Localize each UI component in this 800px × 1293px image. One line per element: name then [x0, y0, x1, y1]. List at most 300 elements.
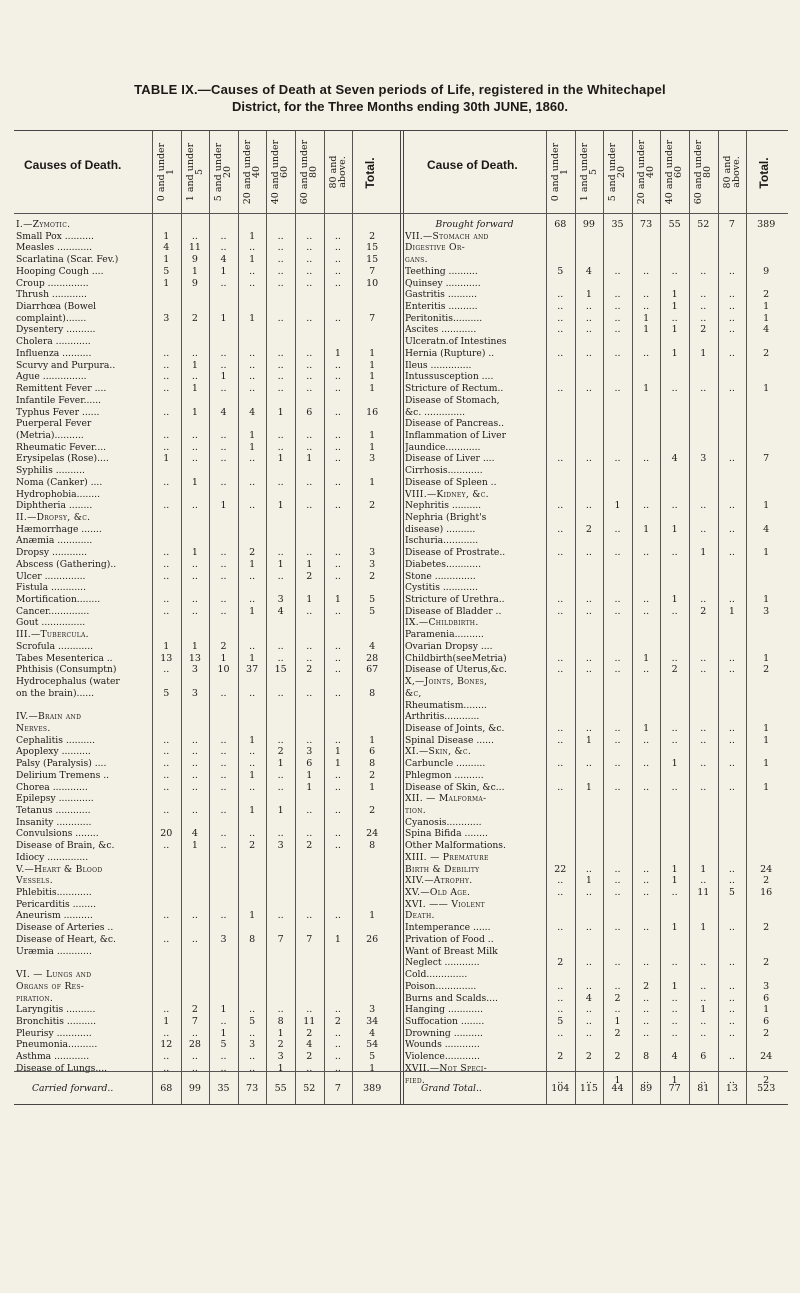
right-row-label: Teething .......... [405, 265, 478, 277]
left-row-value: .. [249, 746, 256, 758]
period-header: 5 and under 20 [607, 142, 628, 202]
left-row-value: .. [277, 230, 284, 242]
left-row-label: Palsy (Paralysis) .... [16, 758, 107, 770]
left-row-total: 5 [369, 594, 376, 606]
left-row-total: 8 [369, 758, 376, 770]
left-row-value: 5 [220, 1039, 227, 1051]
right-row-value: .. [700, 1074, 707, 1086]
left-row-value: 1 [220, 371, 227, 383]
right-row-label: gans. [405, 254, 428, 266]
right-row-value: 2 [700, 324, 707, 336]
right-row-label: Nephria (Bright's [405, 512, 487, 523]
left-row-value: 1 [306, 558, 313, 570]
right-row-value: .. [728, 324, 735, 336]
center-double-rule [400, 131, 404, 1104]
left-row-value: .. [191, 429, 198, 441]
right-row-label: Death. [405, 910, 435, 922]
right-row-value: 99 [582, 219, 595, 230]
left-row-value: .. [306, 1004, 313, 1016]
right-row-value: 1 [643, 652, 650, 664]
left-row-total: 2 [369, 230, 376, 242]
right-row-value: 1 [585, 781, 592, 793]
right-row-value: .. [671, 722, 678, 734]
right-row-label: Inflammation of Liver [405, 429, 506, 441]
left-row-value: .. [334, 1027, 341, 1039]
left-row-value: .. [249, 500, 256, 512]
period-header: 40 and under 60 [270, 139, 291, 205]
left-row-value: .. [163, 1051, 170, 1063]
right-row-label: Intemperance ...... [405, 922, 491, 934]
right-row-label: VIII.—Kidney, &c. [405, 488, 489, 500]
left-row-value: .. [249, 476, 256, 488]
left-row-label: Chorea ............ [16, 781, 88, 793]
right-row-label: Phlegmon .......... [405, 769, 484, 781]
left-row-value: .. [306, 312, 313, 324]
left-row-value: .. [163, 1062, 170, 1074]
left-row-value: 20 [160, 828, 173, 840]
left-row-value: .. [220, 1062, 227, 1074]
right-row-label: Disease of Liver .... [405, 453, 495, 465]
right-row-value: .. [614, 863, 621, 875]
right-row-value: .. [671, 383, 678, 395]
left-row-label: Remittent Fever .... [16, 383, 107, 395]
right-row-value: .. [643, 664, 650, 676]
right-row-label: Ischuria............ [405, 535, 479, 547]
table-title: TABLE IX.—Causes of Death at Seven periods of Life, registered in the Whitechapel [134, 82, 666, 97]
right-row-total: 1 [763, 652, 770, 664]
left-footer-value: 7 [334, 1083, 341, 1094]
left-row-value: .. [306, 254, 313, 266]
right-row-total: 7 [763, 453, 770, 465]
left-row-value: .. [163, 371, 170, 383]
right-row-value: 2 [700, 605, 707, 617]
right-row-value: .. [728, 1004, 735, 1016]
left-row-value: .. [277, 429, 284, 441]
left-row-value: 4 [163, 242, 170, 254]
left-row-label: Disease of Lungs.... [16, 1062, 108, 1074]
right-row-value: .. [643, 347, 650, 359]
left-row-value: .. [306, 1062, 313, 1074]
right-row-value: .. [643, 992, 650, 1004]
left-row-value: .. [220, 805, 227, 816]
left-row-value: 1 [277, 558, 284, 570]
right-row-value: 1 [671, 594, 678, 606]
right-row-value: .. [643, 758, 650, 770]
left-row-label: III.—Tubercula. [16, 629, 89, 641]
period-header: 60 and under 80 [693, 139, 713, 205]
left-row-value: .. [249, 1004, 256, 1016]
left-row-value: 3 [220, 933, 227, 945]
period-header: 20 and under 40 [635, 139, 656, 205]
right-row-value: 1 [643, 312, 650, 324]
right-row-value: .. [585, 722, 592, 734]
left-row-value: 9 [191, 277, 198, 289]
left-row-value: .. [163, 769, 170, 781]
left-row-value: 3 [306, 746, 313, 758]
left-row-value: .. [334, 664, 341, 676]
right-row-value: 2 [585, 523, 592, 535]
period-header: 40 and under 60 [664, 139, 685, 205]
left-row-value: 28 [188, 1039, 201, 1051]
left-row-value: 1 [277, 453, 284, 465]
left-row-value: .. [163, 1004, 170, 1016]
right-row-value: 1 [671, 1074, 678, 1086]
left-row-value: .. [220, 746, 227, 758]
left-row-value: .. [306, 734, 313, 746]
right-row-value: 1 [643, 523, 650, 535]
right-row-value: .. [614, 922, 621, 934]
right-row-value: 2 [671, 664, 678, 676]
left-row-value: .. [334, 441, 341, 453]
right-row-value: .. [728, 1051, 735, 1063]
left-row-value: .. [334, 828, 341, 840]
left-row-label: Rheumatic Fever.... [16, 441, 107, 453]
left-row-value: 5 [163, 265, 170, 277]
right-row-total: 1 [763, 1004, 770, 1016]
left-row-value: .. [163, 359, 170, 371]
left-row-value: .. [191, 453, 198, 465]
left-row-value: .. [277, 254, 284, 266]
left-row-label: Scarlatina (Scar. Fev.) [16, 254, 119, 266]
right-row-value: .. [728, 992, 735, 1004]
left-row-total: 15 [366, 254, 379, 266]
left-row-value: .. [334, 734, 341, 746]
right-row-value: .. [728, 863, 735, 875]
right-row-label: Cold.............. [405, 969, 468, 981]
left-row-value: .. [163, 441, 170, 453]
left-row-label: Typhus Fever ...... [16, 406, 100, 418]
left-row-value: .. [306, 242, 313, 254]
left-row-value: .. [334, 840, 341, 852]
left-row-value: .. [277, 242, 284, 254]
right-row-value: .. [671, 500, 678, 512]
left-row-label: Epilepsy ............ [16, 793, 94, 805]
right-footer-value: 89 [640, 1083, 653, 1094]
right-row-value: .. [585, 922, 592, 934]
right-row-value: 1 [643, 383, 650, 395]
left-row-value: .. [191, 605, 198, 617]
right-row-value: .. [614, 289, 621, 301]
left-row-value: .. [334, 277, 341, 289]
left-row-value: 11 [303, 1015, 316, 1027]
left-row-value: .. [334, 781, 341, 793]
left-row-value: 3 [277, 1051, 284, 1063]
right-row-value: .. [557, 992, 564, 1004]
right-row-label: VII.—Stomach and [405, 230, 489, 242]
header-rule [14, 213, 788, 214]
left-row-total: 1 [369, 1062, 376, 1074]
right-row-total: 389 [757, 219, 776, 230]
left-row-value: .. [191, 933, 198, 945]
left-row-value: .. [306, 383, 313, 395]
left-row-value: 1 [249, 254, 256, 266]
right-row-value: .. [728, 758, 735, 770]
right-row-total: 6 [763, 1015, 770, 1027]
left-row-label: Puerperal Fever [16, 418, 92, 430]
left-row-value: .. [334, 1004, 341, 1016]
left-row-value: .. [249, 640, 256, 652]
left-row-value: .. [249, 453, 256, 465]
right-row-value: .. [643, 863, 650, 875]
left-footer-value: 73 [246, 1083, 259, 1094]
left-row-value: .. [220, 1051, 227, 1063]
right-row-value: .. [585, 863, 592, 875]
left-row-value: .. [220, 277, 227, 289]
right-row-value: .. [643, 605, 650, 617]
right-row-value: .. [614, 523, 621, 535]
left-row-label: II.—Dropsy, &c. [16, 512, 91, 523]
right-row-value: .. [643, 301, 650, 313]
right-row-value: .. [557, 980, 564, 992]
right-row-value: .. [728, 312, 735, 324]
left-row-value: 1 [191, 359, 198, 371]
right-row-label: IX.—Childbirth. [405, 617, 479, 629]
left-row-total: 4 [369, 640, 376, 652]
right-row-value: .. [728, 980, 735, 992]
left-row-value: 2 [306, 840, 313, 852]
left-row-value: 1 [334, 347, 341, 359]
right-row-value: 6 [700, 1051, 707, 1063]
left-row-value: .. [334, 1062, 341, 1074]
left-row-value: .. [334, 570, 341, 582]
right-row-value: .. [557, 289, 564, 301]
right-row-value: .. [700, 312, 707, 324]
left-row-value: .. [163, 664, 170, 676]
left-row-value: .. [277, 570, 284, 582]
right-row-label: XI.—Skin, &c. [405, 746, 472, 758]
left-row-value: .. [249, 594, 256, 606]
left-row-value: .. [220, 453, 227, 465]
right-row-value: .. [557, 605, 564, 617]
left-row-value: 5 [249, 1015, 256, 1027]
left-row-value: .. [163, 746, 170, 758]
left-row-value: .. [249, 781, 256, 793]
right-row-total: 6 [763, 992, 770, 1004]
left-row-value: .. [220, 734, 227, 746]
right-row-value: .. [585, 957, 592, 969]
right-row-value: .. [585, 652, 592, 664]
right-row-total: 24 [760, 1051, 773, 1063]
right-row-value: 1 [671, 863, 678, 875]
left-row-value: .. [163, 840, 170, 852]
left-row-label: Disease of Arteries .. [16, 922, 114, 934]
left-row-value: 1 [249, 558, 256, 570]
right-row-label: Ileus .............. [405, 359, 472, 371]
left-row-value: .. [220, 769, 227, 781]
right-row-label: Disease of Skin, &c... [405, 781, 505, 793]
period-header: 80 and above. [327, 155, 348, 189]
left-row-value: .. [163, 406, 170, 418]
left-row-value: .. [249, 277, 256, 289]
right-row-label: Nephritis .......... [405, 500, 482, 512]
left-row-value: 1 [249, 441, 256, 453]
period-header: 0 and under 1 [156, 142, 176, 202]
left-row-value: .. [306, 230, 313, 242]
mortality-table [14, 130, 788, 1105]
right-row-label: disease) .......... [405, 523, 476, 535]
left-row-value: 37 [246, 664, 259, 676]
left-row-value: 1 [163, 1015, 170, 1027]
right-row-label: Disease of Joints, &c. [405, 722, 505, 734]
left-row-value: .. [163, 805, 170, 816]
right-row-label: XVII.—Not Speci- [405, 1062, 487, 1074]
right-row-value: 11 [697, 887, 710, 899]
right-row-value: .. [557, 664, 564, 676]
left-row-value: 1 [163, 230, 170, 242]
right-row-label: Peritonitis.......... [405, 312, 483, 324]
right-row-label: Wounds ............ [405, 1039, 480, 1051]
left-row-value: 1 [163, 453, 170, 465]
left-row-value: .. [220, 441, 227, 453]
left-row-label: Croup .............. [16, 277, 89, 289]
left-row-value: .. [191, 734, 198, 746]
right-row-value: .. [614, 980, 621, 992]
left-row-label: Gout ............... [16, 617, 86, 629]
left-row-value: .. [306, 828, 313, 840]
right-row-total: 1 [763, 734, 770, 746]
left-row-total: 7 [369, 265, 376, 277]
left-row-value: .. [249, 242, 256, 254]
left-row-total: 1 [369, 476, 376, 488]
right-row-value: 1 [700, 547, 707, 559]
left-row-value: .. [220, 242, 227, 254]
left-row-label: Pericarditis ........ [16, 898, 96, 910]
right-row-value: 1 [671, 523, 678, 535]
right-row-label: Hanging ............ [405, 1004, 483, 1016]
right-row-value: .. [728, 500, 735, 512]
left-row-value: 1 [220, 652, 227, 664]
left-row-total: 1 [369, 441, 376, 453]
right-row-value: .. [728, 547, 735, 559]
left-row-value: .. [334, 359, 341, 371]
right-row-total: 4 [763, 324, 770, 336]
left-row-value: .. [277, 347, 284, 359]
left-row-label: Bronchitis .......... [16, 1015, 97, 1027]
right-row-value: .. [557, 312, 564, 324]
right-row-value: 1 [671, 922, 678, 934]
left-row-label: Small Pox .......... [16, 230, 94, 242]
right-row-label: Privation of Food .. [405, 933, 494, 945]
left-row-value: .. [334, 547, 341, 559]
right-footer-value: 13 [725, 1083, 738, 1094]
left-row-value: .. [334, 605, 341, 617]
right-row-total: 1 [763, 758, 770, 770]
right-row-value: .. [614, 312, 621, 324]
right-row-label: Stricture of Rectum.. [405, 383, 504, 395]
right-row-value: .. [557, 652, 564, 664]
right-row-value: .. [643, 289, 650, 301]
right-row-value: .. [643, 453, 650, 465]
right-row-value: 1 [728, 605, 735, 617]
right-row-label: XVI. —— Violent [405, 898, 485, 910]
left-row-value: .. [277, 371, 284, 383]
left-row-total: 1 [369, 359, 376, 371]
right-row-value: .. [557, 301, 564, 313]
right-row-total: 9 [763, 265, 770, 277]
left-row-value: .. [220, 840, 227, 852]
left-footer-value: 35 [217, 1083, 230, 1094]
right-row-value: .. [614, 347, 621, 359]
right-row-value: 1 [585, 875, 592, 887]
right-row-value: .. [557, 1074, 564, 1086]
left-row-value: 2 [249, 547, 256, 559]
left-row-value: .. [220, 383, 227, 395]
right-row-value: .. [643, 1074, 650, 1086]
right-row-value: .. [585, 594, 592, 606]
left-row-label: Tetanus ............ [16, 805, 91, 816]
right-row-total: 3 [763, 980, 770, 992]
left-row-total: 4 [369, 1027, 376, 1039]
left-col-rule [352, 131, 353, 1104]
left-row-value: .. [334, 1039, 341, 1051]
left-row-total: 1 [369, 429, 376, 441]
right-row-value: .. [671, 1015, 678, 1027]
left-row-value: .. [163, 1027, 170, 1039]
right-row-value: .. [585, 1004, 592, 1016]
left-row-value: .. [277, 265, 284, 277]
causes-header-left: Causes of Death. [24, 158, 122, 172]
right-row-label: Spina Bifida ........ [405, 828, 488, 840]
right-row-value: .. [643, 875, 650, 887]
left-row-value: .. [306, 805, 313, 816]
left-row-value: .. [191, 1062, 198, 1074]
left-row-value: 1 [220, 312, 227, 324]
right-row-label: Ovarian Dropsy .... [405, 640, 493, 652]
left-row-value: 1 [277, 805, 284, 816]
right-row-total: 16 [760, 887, 773, 899]
left-row-value: .. [277, 640, 284, 652]
right-row-label: Want of Breast Milk [405, 945, 498, 957]
right-row-total: 3 [763, 605, 770, 617]
left-row-value: .. [277, 687, 284, 699]
right-row-value: .. [557, 347, 564, 359]
right-row-value: 1 [585, 289, 592, 301]
period-header: 60 and under 80 [299, 139, 319, 205]
left-row-value: 4 [220, 254, 227, 266]
left-row-value: .. [306, 277, 313, 289]
right-row-value: .. [728, 875, 735, 887]
left-row-value: 5 [163, 687, 170, 699]
left-row-label: Diphtheria ........ [16, 500, 93, 512]
left-row-value: 1 [306, 781, 313, 793]
right-row-value: .. [614, 594, 621, 606]
right-row-value: 5 [728, 887, 735, 899]
left-row-value: .. [249, 687, 256, 699]
left-row-value: 7 [306, 933, 313, 945]
left-row-label: Phthisis (Consumptn) [16, 664, 117, 676]
left-row-value: 12 [160, 1039, 173, 1051]
left-row-label: Abscess (Gathering).. [16, 558, 117, 570]
right-row-value: 2 [614, 992, 621, 1004]
left-row-value: .. [306, 687, 313, 699]
right-row-value: .. [671, 1004, 678, 1016]
left-row-value: .. [191, 1051, 198, 1063]
right-row-label: Disease of Bladder .. [405, 605, 502, 617]
right-row-value: .. [614, 324, 621, 336]
right-row-total: 2 [763, 347, 770, 359]
left-row-label: Delirium Tremens .. [16, 769, 110, 781]
left-row-total: 2 [369, 570, 376, 582]
right-row-value: .. [700, 957, 707, 969]
left-row-value: .. [163, 429, 170, 441]
left-row-value: 6 [306, 406, 313, 418]
left-row-label: Influenza .......... [16, 347, 92, 359]
left-row-label: Dropsy ............ [16, 547, 88, 559]
right-row-value: .. [728, 922, 735, 934]
left-row-value: .. [277, 769, 284, 781]
right-row-value: 1 [700, 347, 707, 359]
right-row-value: .. [585, 453, 592, 465]
